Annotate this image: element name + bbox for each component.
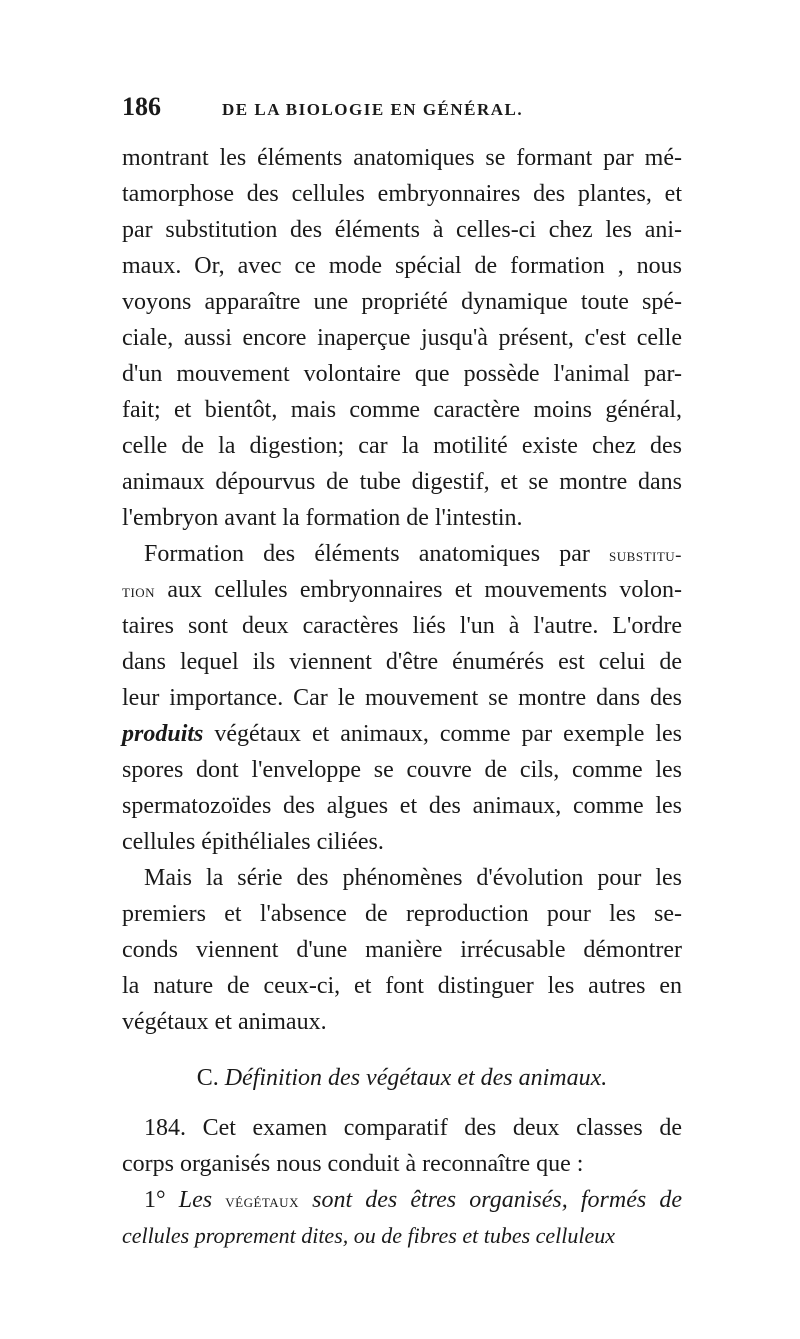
text-line: spores dont l'enveloppe se couvre de cils, comme les xyxy=(122,757,682,783)
italic-run: Les xyxy=(178,1187,226,1213)
text-line xyxy=(122,536,682,572)
page-header xyxy=(122,92,682,126)
text-run: aux cellules embryonnaires et mouvements volon- xyxy=(155,577,682,603)
text-line: leur importance. Car le mouvement se montre dans des xyxy=(122,685,682,711)
section-letter: C. xyxy=(196,1065,219,1091)
section-heading xyxy=(122,1060,682,1096)
text-line: maux. Or, avec ce mode spécial de formation , nous xyxy=(122,253,682,279)
page-number: 186 xyxy=(122,92,161,121)
text-line xyxy=(122,1182,682,1218)
text-line: conds viennent d'une manière irrécusable démontrer xyxy=(122,937,682,963)
small-caps-run: végétaux xyxy=(225,1191,299,1212)
text-run: 1° xyxy=(144,1187,179,1213)
text-line: dans lequel ils viennent d'être énumérés est celui de xyxy=(122,649,682,675)
italic-run: produits xyxy=(122,721,204,747)
italic-run: sont des êtres organisés, formés de xyxy=(298,1187,682,1213)
text-line: l'embryon avant la formation de l'intestin. xyxy=(122,505,523,531)
text-line: celle de la digestion; car la motilité existe chez des xyxy=(122,433,682,459)
text-line: animaux dépourvus de tube digestif, et se montre dans xyxy=(122,469,682,495)
text-line: spermatozoïdes des algues et des animaux, comme les xyxy=(122,793,682,819)
text-line: tamorphose des cellules embryonnaires des plantes, et xyxy=(122,181,682,207)
text-line: par substitution des éléments à celles-ci chez les ani- xyxy=(122,217,682,243)
text-line: ciale, aussi encore inaperçue jusqu'à présent, c'est celle xyxy=(122,325,682,351)
text-line: Mais la série des phénomènes d'évolution pour les xyxy=(144,865,682,891)
text-run: végétaux et animaux, comme par exemple les xyxy=(203,721,682,747)
text-line: la nature de ceux-ci, et font distinguer les autres en xyxy=(122,973,682,999)
text-line: cellules épithéliales ciliées. xyxy=(122,829,384,855)
text-run: Formation des éléments anatomiques par xyxy=(144,541,610,567)
text-line: premiers et l'absence de reproduction pour les se- xyxy=(122,901,682,927)
text-line: montrant les éléments anatomiques se formant par mé- xyxy=(122,145,682,171)
text-line: végétaux et animaux. xyxy=(122,1009,327,1035)
text-line: 184. Cet examen comparatif des deux classes de xyxy=(144,1115,682,1141)
running-head: DE LA BIOLOGIE EN GÉNÉRAL. xyxy=(222,100,524,119)
text-line: d'un mouvement volontaire que possède l'animal par- xyxy=(122,361,682,387)
text-line: corps organisés nous conduit à reconnaître que : xyxy=(122,1151,584,1177)
text-line: voyons apparaître une propriété dynamique toute spé- xyxy=(122,289,682,315)
small-caps-run: substitu- xyxy=(609,545,682,566)
text-line: taires sont deux caractères liés l'un à l'autre. L'ordre xyxy=(122,613,682,639)
text-line: cellules proprement dites, ou de fibres et tubes celluleux xyxy=(122,1223,616,1248)
small-caps-run: tion xyxy=(122,581,156,602)
section-title: Définition des végétaux et des animaux. xyxy=(224,1065,608,1091)
text-line: fait; et bientôt, mais comme caractère moins général, xyxy=(122,397,682,423)
text-line xyxy=(122,716,682,752)
text-line xyxy=(122,572,682,608)
